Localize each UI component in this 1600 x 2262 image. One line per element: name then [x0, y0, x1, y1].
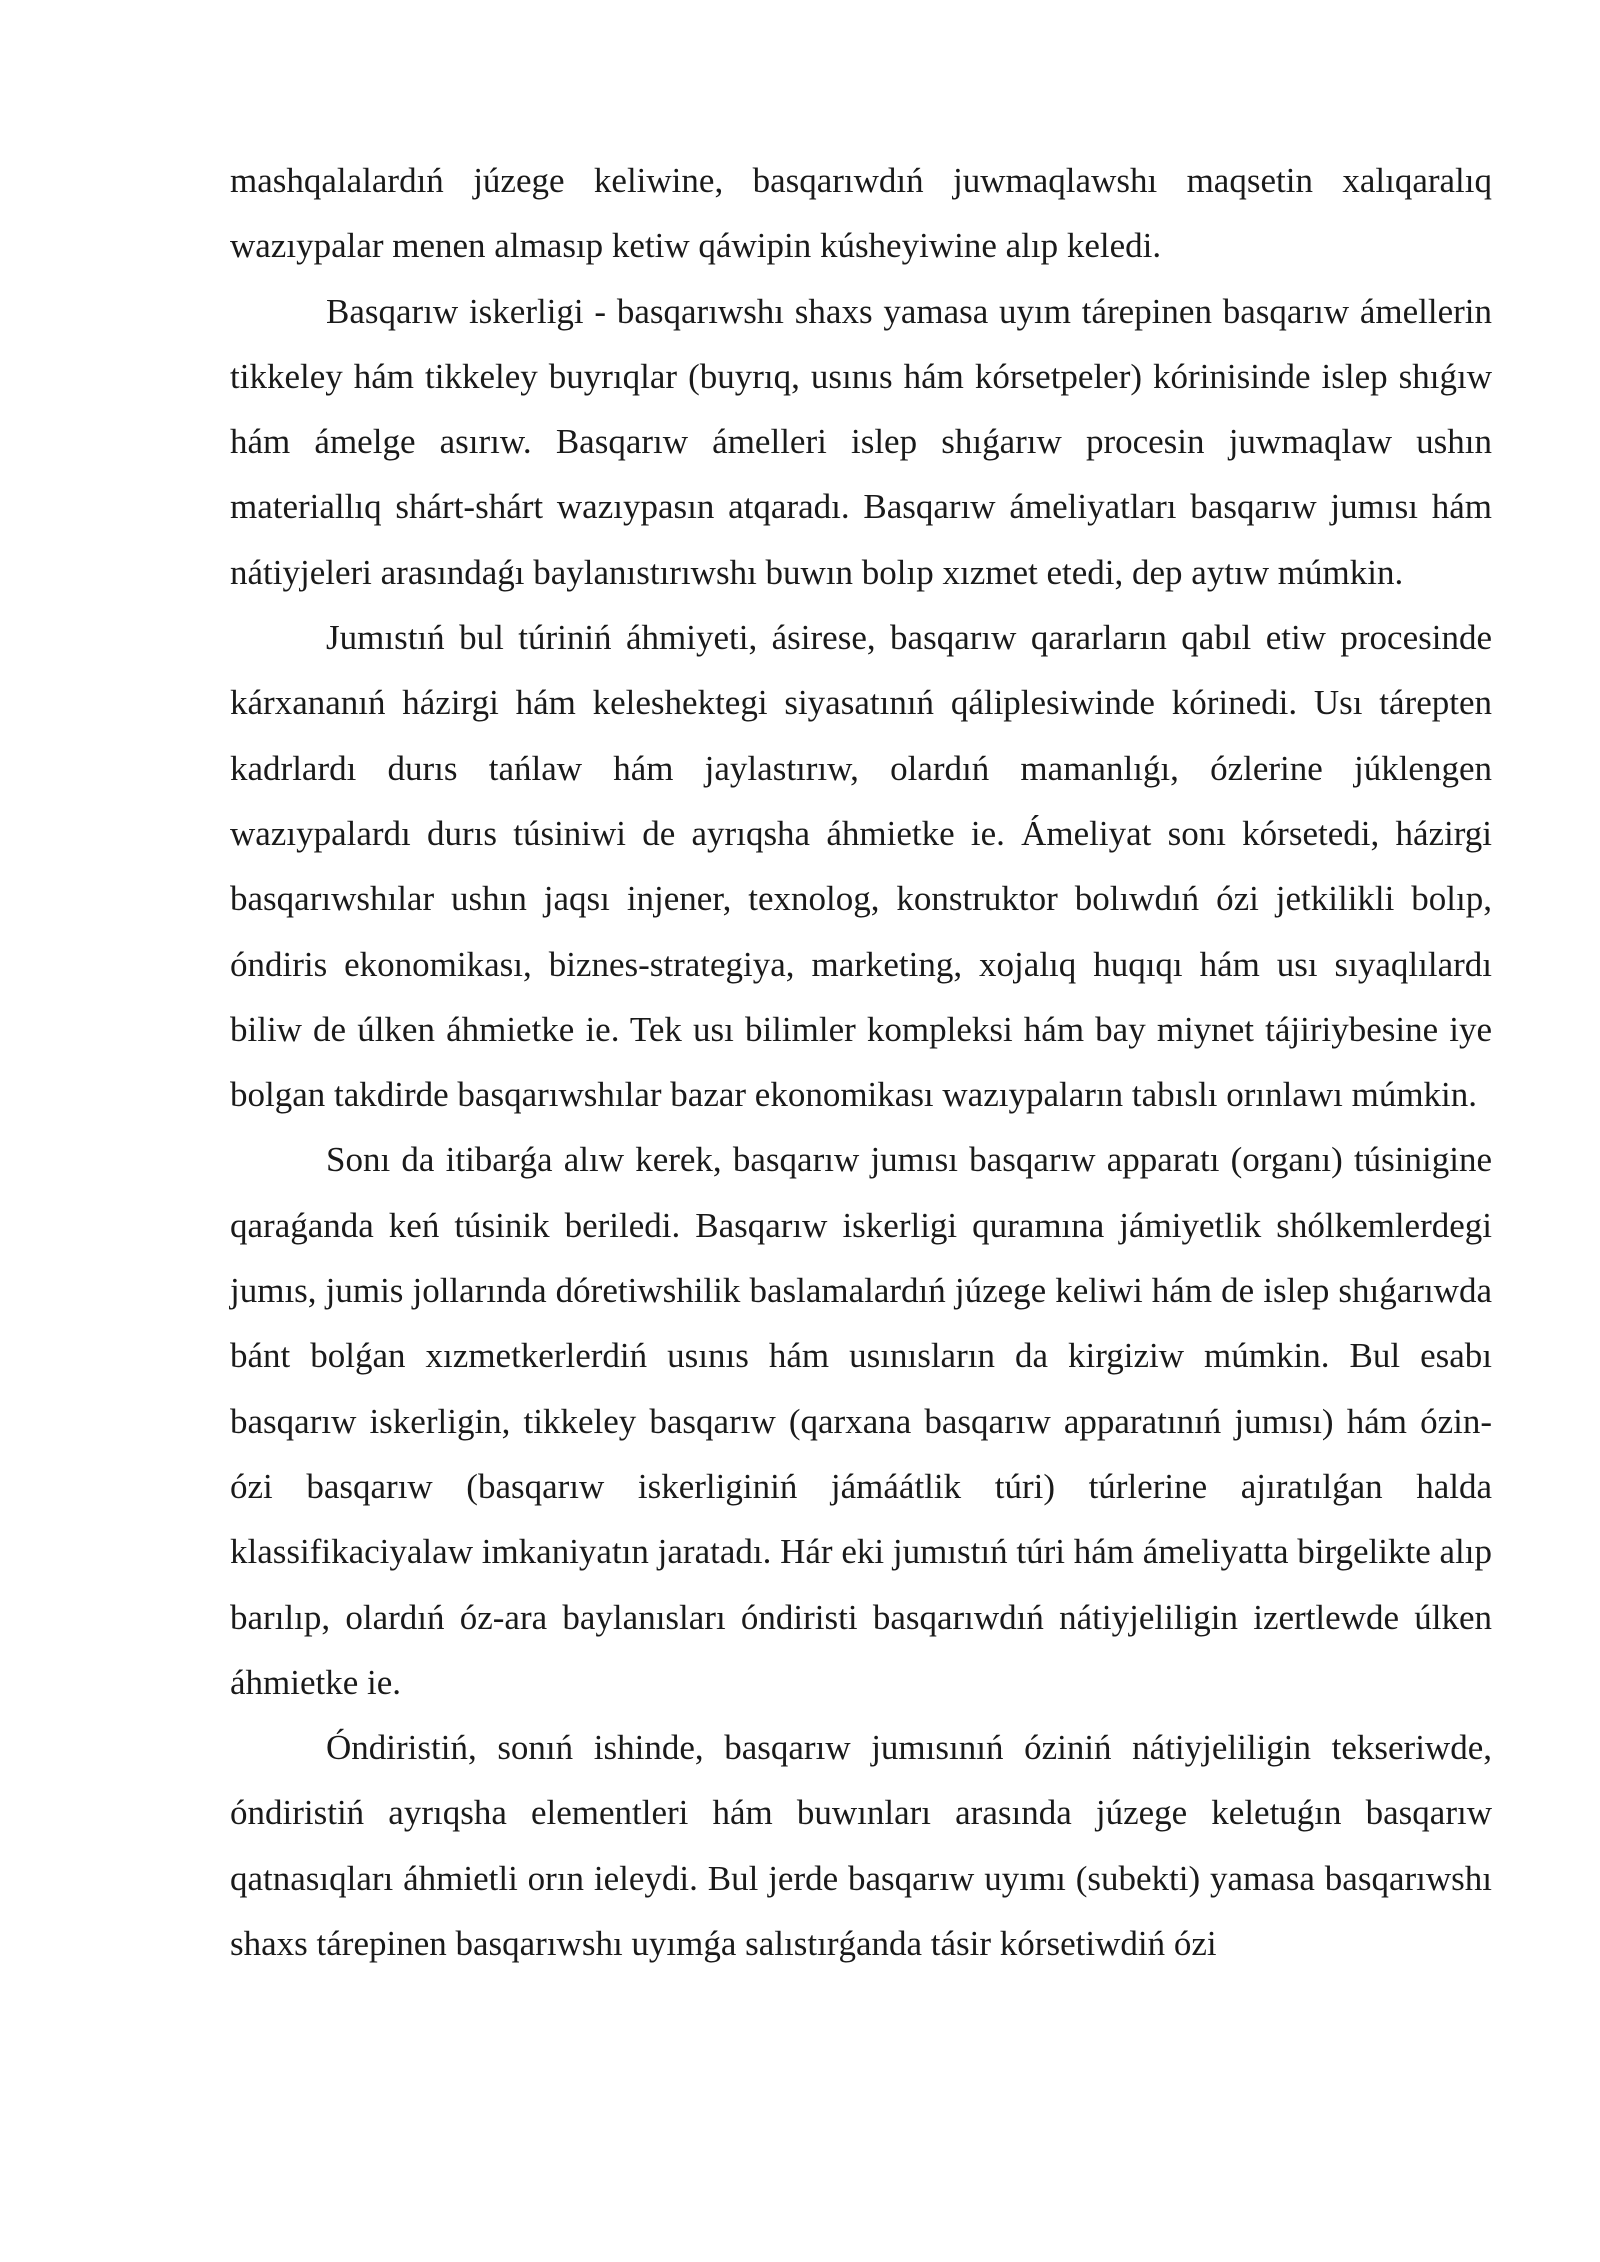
- paragraph-2: Basqarıw iskerligi - basqarıwshı shaxs yamasa uyım tárepinen basqarıw ámellerin tikkeley hám tikkeley buyrıqlar (buyrıq, usınıs hám kórsetpeler) kórinisinde islep shıǵıw hám ámelge asırıw. Basqarıw ámelleri islep shıǵarıw procesin juwmaqlaw ushın materiallıq shárt-shárt wazıypasın atqaradı. Basqarıw ámeliyatları basqarıw jumısı hám nátiyjeleri arasındaǵı baylanıstırıwshı buwın bolıp xızmet etedi, dep aytıw múmkin.: [230, 291, 1492, 592]
- paragraph-1: mashqalalardıń júzege keliwine, basqarıwdıń juwmaqlawshı maqsetin xalıqaralıq wazıypalar menen almasıp ketiw qáwipin kúsheyiwine alıp keledi.: [230, 161, 1492, 266]
- paragraph-5: Óndiristiń, sonıń ishinde, basqarıw jumısınıń óziniń nátiyjeliligin tekseriwde, óndiristiń ayrıqsha elementleri hám buwınları arasında júzege keletuǵın basqarıw qatnasıqları áhmietli orın ieleydi. Bul jerde basqarıw uyımı (subekti) yamasa basqarıwshı shaxs tárepinen basqarıwshı uyımǵa salıstırǵanda tásir kórsetiwdiń ózi: [230, 1728, 1492, 1964]
- body-text: [230, 148, 1492, 1976]
- paragraph-3: Jumıstıń bul túriniń áhmiyeti, ásirese, basqarıw qararların qabıl etiw procesinde kárxananıń házirgi hám keleshektegi siyasatınıń qáliplesiwinde kórinedi. Usı tárepten kadrlardı durıs tańlaw hám jaylastırıw, olardıń mamanlıǵı, ózlerine júklengen wazıypalardı durıs túsiniwi de ayrıqsha áhmietke ie. Ámeliyat sonı kórsetedi, házirgi basqarıwshılar ushın jaqsı injener, texnolog, konstruktor bolıwdıń ózi jetkilikli bolıp, óndiris ekonomikası, biznes-strategiya, marketing, xojalıq huqıqı hám usı sıyaqlılardı biliw de úlken áhmietke ie. Tek usı bilimler kompleksi hám bay miynet tájiriybesine iye bolgan takdirde basqarıwshılar bazar ekonomikası wazıypaların tabıslı orınlawı múmkin.: [230, 618, 1492, 1115]
- paragraph-4: Sonı da itibarǵa alıw kerek, basqarıw jumısı basqarıw apparatı (organı) túsinigine qaraǵanda keń túsinik beriledi. Basqarıw iskerligi quramına jámiyetlik shólkemlerdegi jumıs, jumis jollarında dóretiwshilik baslamalardıń júzege keliwi hám de islep shıǵarıwda bánt bolǵan xızmetkerlerdiń usınıs hám usınısların da kirgiziw múmkin. Bul esabı basqarıw iskerligin, tikkeley basqarıw (qarxana basqarıw apparatınıń jumısı) hám ózin-ózi basqarıw (basqarıw iskerliginiń jámáátlik túri) túrlerine ajıratılǵan halda klassifikaciyalaw imkaniyatın jaratadı. Hár eki jumıstıń túri hám ámeliyatta birgelikte alıp barılıp, olardıń óz-ara baylanısları óndiristi basqarıwdıń nátiyjeliligin izertlewde úlken áhmietke ie.: [230, 1140, 1492, 1702]
